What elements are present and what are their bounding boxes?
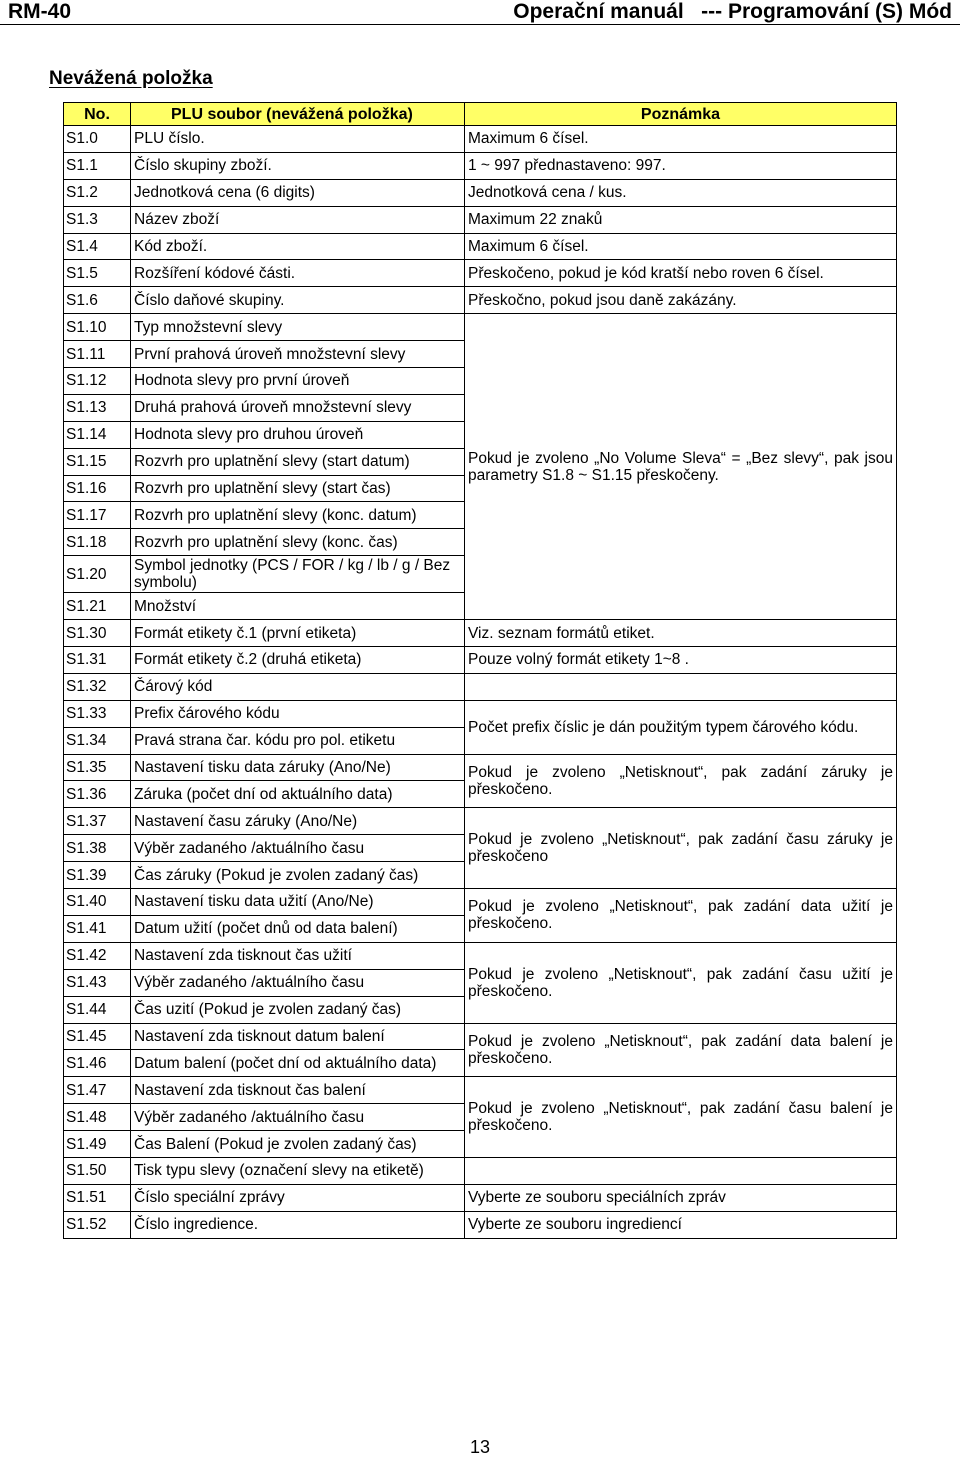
- row-description: Výběr zadaného /aktuálního času: [131, 969, 465, 996]
- row-number: S1.13: [64, 394, 131, 421]
- row-description: Čas záruky (Pokud je zvolen zadaný čas): [131, 862, 465, 889]
- row-description: Datum užití (počet dnů od data balení): [131, 915, 465, 942]
- row-number: S1.43: [64, 969, 131, 996]
- row-description: Nastavení zda tisknout čas balení: [131, 1077, 465, 1104]
- table-row: [64, 126, 897, 153]
- row-note: [465, 673, 897, 700]
- table-row: [64, 808, 897, 835]
- table-body: [64, 126, 897, 1239]
- row-number: S1.45: [64, 1023, 131, 1050]
- row-number: S1.51: [64, 1184, 131, 1211]
- row-description: Datum balení (počet dní od aktuálního data): [131, 1050, 465, 1077]
- row-number: S1.47: [64, 1077, 131, 1104]
- header-note: Poznámka: [465, 103, 897, 126]
- row-number: S1.36: [64, 781, 131, 808]
- row-note: Počet prefix číslic je dán použitým typem čárového kódu.: [465, 700, 897, 754]
- row-description: Rozšíření kódové části.: [131, 260, 465, 287]
- row-number: S1.21: [64, 593, 131, 620]
- row-description: Nastavení tisku data užití (Ano/Ne): [131, 889, 465, 916]
- row-number: S1.50: [64, 1157, 131, 1184]
- row-description: PLU číslo.: [131, 126, 465, 153]
- row-description: Jednotková cena (6 digits): [131, 179, 465, 206]
- row-description: Formát etikety č.1 (první etiketa): [131, 620, 465, 647]
- row-number: S1.39: [64, 862, 131, 889]
- row-number: S1.2: [64, 179, 131, 206]
- row-description: Výběr zadaného /aktuálního času: [131, 835, 465, 862]
- row-number: S1.34: [64, 727, 131, 754]
- row-note: Přeskočeno, pokud je kód kratší nebo roven 6 čísel.: [465, 260, 897, 287]
- row-number: S1.30: [64, 620, 131, 647]
- row-description: Záruka (počet dní od aktuálního data): [131, 781, 465, 808]
- table-row: [64, 314, 897, 341]
- row-description: Druhá prahová úroveň množstevní slevy: [131, 394, 465, 421]
- row-number: S1.33: [64, 700, 131, 727]
- row-note: Pokud je zvoleno „Netisknout“, pak zadání času záruky je přeskočeno: [465, 808, 897, 889]
- row-number: S1.11: [64, 341, 131, 368]
- row-description: Číslo daňové skupiny.: [131, 287, 465, 314]
- table-row: [64, 889, 897, 916]
- table-row: [64, 673, 897, 700]
- row-number: S1.18: [64, 529, 131, 556]
- table-row: [64, 1157, 897, 1184]
- table-header-row: [64, 103, 897, 126]
- row-number: S1.41: [64, 915, 131, 942]
- row-description: Typ množstevní slevy: [131, 314, 465, 341]
- row-description: Nastavení času záruky (Ano/Ne): [131, 808, 465, 835]
- row-number: S1.44: [64, 996, 131, 1023]
- row-number: S1.16: [64, 475, 131, 502]
- page-header: [0, 0, 960, 22]
- row-number: S1.20: [64, 556, 131, 593]
- table-row: [64, 206, 897, 233]
- table-row: [64, 1023, 897, 1050]
- row-description: Kód zboží.: [131, 233, 465, 260]
- row-note: Maximum 22 znaků: [465, 206, 897, 233]
- row-number: S1.15: [64, 448, 131, 475]
- manual-title: Operační manuál --- Programování (S) Mód: [513, 0, 952, 23]
- row-note: Pokud je zvoleno „Netisknout“, pak zadání záruky je přeskočeno.: [465, 754, 897, 808]
- table-row: [64, 620, 897, 647]
- header-plu: PLU soubor (nevážená položka): [131, 103, 465, 126]
- row-description: Rozvrh pro uplatnění slevy (start čas): [131, 475, 465, 502]
- row-number: S1.1: [64, 152, 131, 179]
- row-note: 1 ~ 997 přednastaveno: 997.: [465, 152, 897, 179]
- table-row: [64, 1211, 897, 1238]
- row-description: Prefix čárového kódu: [131, 700, 465, 727]
- row-description: Rozvrh pro uplatnění slevy (start datum): [131, 448, 465, 475]
- table-row: [64, 942, 897, 969]
- row-number: S1.3: [64, 206, 131, 233]
- row-description: Čárový kód: [131, 673, 465, 700]
- row-note: Přeskočno, pokud jsou daně zakázány.: [465, 287, 897, 314]
- row-number: S1.48: [64, 1104, 131, 1131]
- table-row: [64, 287, 897, 314]
- row-number: S1.42: [64, 942, 131, 969]
- row-description: Hodnota slevy pro první úroveň: [131, 368, 465, 395]
- model-name: RM-40: [8, 0, 72, 23]
- row-description: Čas uzití (Pokud je zvolen zadaný čas): [131, 996, 465, 1023]
- row-number: S1.49: [64, 1131, 131, 1158]
- row-description: Tisk typu slevy (označení slevy na etiketě): [131, 1157, 465, 1184]
- row-description: Název zboží: [131, 206, 465, 233]
- row-note: Vyberte ze souboru speciálních zpráv: [465, 1184, 897, 1211]
- row-description: Symbol jednotky (PCS / FOR / kg / lb / g / Bez symbolu): [131, 556, 465, 593]
- row-number: S1.0: [64, 126, 131, 153]
- row-number: S1.6: [64, 287, 131, 314]
- row-description: Čas Balení (Pokud je zvolen zadaný čas): [131, 1131, 465, 1158]
- row-number: S1.46: [64, 1050, 131, 1077]
- row-note: Pokud je zvoleno „Netisknout“, pak zadání data balení je přeskočeno.: [465, 1023, 897, 1077]
- row-note: Viz. seznam formátů etiket.: [465, 620, 897, 647]
- row-note: Vyberte ze souboru ingrediencí: [465, 1211, 897, 1238]
- row-number: S1.31: [64, 647, 131, 674]
- row-note: Maximum 6 čísel.: [465, 233, 897, 260]
- page-number: 13: [469, 1437, 491, 1457]
- row-note: [465, 1157, 897, 1184]
- table-row: [64, 179, 897, 206]
- header-no: No.: [64, 103, 131, 126]
- header-rule: [0, 24, 960, 25]
- row-number: S1.12: [64, 368, 131, 395]
- row-description: Množství: [131, 593, 465, 620]
- row-note: Pokud je zvoleno „Netisknout“, pak zadání času balení je přeskočeno.: [465, 1077, 897, 1158]
- row-number: S1.52: [64, 1211, 131, 1238]
- plu-table: [63, 102, 897, 1239]
- row-description: Pravá strana čar. kódu pro pol. etiketu: [131, 727, 465, 754]
- row-description: Nastavení zda tisknout čas užití: [131, 942, 465, 969]
- table-row: [64, 1077, 897, 1104]
- row-description: Rozvrh pro uplatnění slevy (konc. datum): [131, 502, 465, 529]
- row-number: S1.38: [64, 835, 131, 862]
- row-description: Číslo skupiny zboží.: [131, 152, 465, 179]
- table-row: [64, 1184, 897, 1211]
- table-row: [64, 152, 897, 179]
- row-note: Pokud je zvoleno „No Volume Sleva“ = „Bez slevy“, pak jsou parametry S1.8 ~ S1.15 přeskočeny.: [465, 314, 897, 620]
- section-title: Nevážená položka: [49, 68, 213, 89]
- row-description: Číslo ingredience.: [131, 1211, 465, 1238]
- row-number: S1.4: [64, 233, 131, 260]
- row-number: S1.37: [64, 808, 131, 835]
- row-description: Hodnota slevy pro druhou úroveň: [131, 421, 465, 448]
- row-number: S1.32: [64, 673, 131, 700]
- table-row: [64, 700, 897, 727]
- row-note: Pokud je zvoleno „Netisknout“, pak zadání času užití je přeskočeno.: [465, 942, 897, 1023]
- row-number: S1.10: [64, 314, 131, 341]
- row-number: S1.40: [64, 889, 131, 916]
- row-description: Formát etikety č.2 (druhá etiketa): [131, 647, 465, 674]
- table-row: [64, 647, 897, 674]
- row-description: Číslo speciální zprávy: [131, 1184, 465, 1211]
- row-note: Pouze volný formát etikety 1~8 .: [465, 647, 897, 674]
- row-note: Pokud je zvoleno „Netisknout“, pak zadání data užití je přeskočeno.: [465, 889, 897, 943]
- row-description: Nastavení tisku data záruky (Ano/Ne): [131, 754, 465, 781]
- table-row: [64, 754, 897, 781]
- row-description: První prahová úroveň množstevní slevy: [131, 341, 465, 368]
- row-number: S1.14: [64, 421, 131, 448]
- table-row: [64, 233, 897, 260]
- row-description: Výběr zadaného /aktuálního času: [131, 1104, 465, 1131]
- row-number: S1.35: [64, 754, 131, 781]
- row-note: Maximum 6 čísel.: [465, 126, 897, 153]
- row-description: Nastavení zda tisknout datum balení: [131, 1023, 465, 1050]
- row-note: Jednotková cena / kus.: [465, 179, 897, 206]
- table-row: [64, 260, 897, 287]
- row-description: Rozvrh pro uplatnění slevy (konc. čas): [131, 529, 465, 556]
- row-number: S1.5: [64, 260, 131, 287]
- row-number: S1.17: [64, 502, 131, 529]
